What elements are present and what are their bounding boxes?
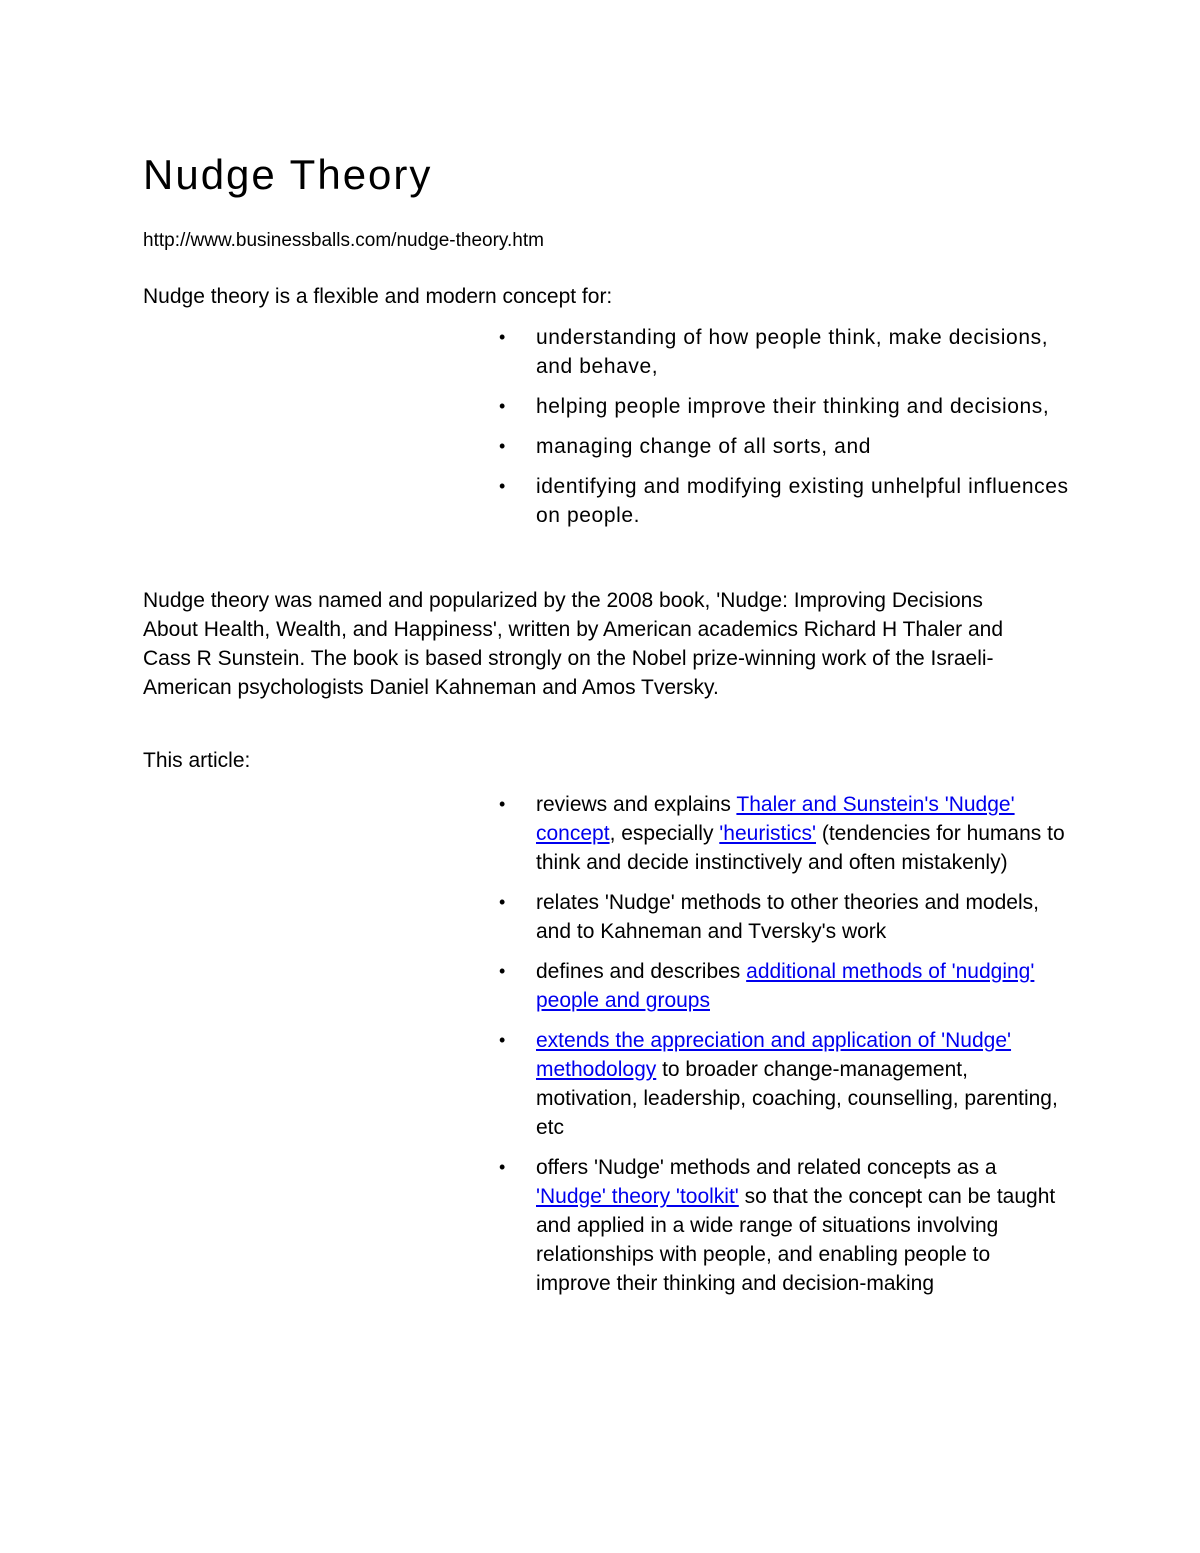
link-nudge-concept[interactable]: Thaler and Sunstein's 'Nudge' concept xyxy=(536,793,1015,845)
bullet-icon: • xyxy=(499,327,506,347)
list-item xyxy=(495,323,1075,381)
link-heuristics[interactable]: 'heuristics' xyxy=(719,822,816,845)
list-item xyxy=(495,432,1075,461)
link-extends-methodology[interactable]: extends the appreciation and application of 'Nudge' methodology xyxy=(536,1029,1012,1081)
list-item-text-mid: , especially xyxy=(609,822,720,845)
history-paragraph: Nudge theory was named and popularized by the 2008 book, 'Nudge: Improving Decisions About Health, Wealth, and Happiness', written by American academics Richard H Thaler and Cass R Sunstein. The book is based strongly on the Nobel prize-winning work of the Israeli-American psychologists Daniel Kahneman and Amos Tversky. xyxy=(143,589,1004,699)
list-item xyxy=(495,1153,1065,1298)
list-item-text: understanding of how people think, make decisions, and behave, xyxy=(536,326,1049,378)
article-lead: This article: xyxy=(143,749,251,772)
list-item xyxy=(495,790,1065,877)
bullet-icon: • xyxy=(499,892,506,912)
source-url: http://www.businessballs.com/nudge-theory.htm xyxy=(143,230,544,251)
list-item-text: helping people improve their thinking and decisions, xyxy=(536,395,1050,418)
list-item-text-post: (tendencies for humans to think and decide instinctively and often mistakenly) xyxy=(536,822,1065,874)
bullet-icon: • xyxy=(499,396,506,416)
list-item xyxy=(495,1026,1065,1142)
list-item-text: identifying and modifying existing unhelpful influences on people. xyxy=(536,475,1069,527)
list-item-text-pre: reviews and explains xyxy=(536,793,737,816)
bullet-icon: • xyxy=(499,794,506,814)
list-item xyxy=(495,472,1075,530)
list-item xyxy=(495,957,1065,1015)
list-item xyxy=(495,392,1075,421)
intro-paragraph: Nudge theory is a flexible and modern concept for: xyxy=(143,285,613,308)
bullet-icon: • xyxy=(499,961,506,981)
bullet-icon: • xyxy=(499,476,506,496)
list-item-text-pre: offers 'Nudge' methods and related concepts as a xyxy=(536,1156,997,1179)
list-item xyxy=(495,888,1065,946)
list-item-text: relates 'Nudge' methods to other theories and models, and to Kahneman and Tversky's work xyxy=(536,891,1039,943)
list-item-text-pre: defines and describes xyxy=(536,960,747,983)
list-item-text: managing change of all sorts, and xyxy=(536,435,872,458)
concept-list xyxy=(495,323,1075,541)
bullet-icon: • xyxy=(499,1157,506,1177)
page-title: Nudge Theory xyxy=(143,151,433,198)
article-list xyxy=(495,790,1065,1309)
link-additional-methods[interactable]: additional methods of 'nudging' people and groups xyxy=(536,960,1035,1012)
bullet-icon: • xyxy=(499,436,506,456)
list-item-text-post: to broader change-management, motivation, leadership, coaching, counselling, parenting, etc xyxy=(536,1058,1058,1139)
link-nudge-toolkit[interactable]: 'Nudge' theory 'toolkit' xyxy=(536,1185,739,1208)
list-item-text-post: so that the concept can be taught and applied in a wide range of situations involving relationships with people, and enabling people to improve their thinking and decision-making xyxy=(536,1185,1056,1295)
bullet-icon: • xyxy=(499,1030,506,1050)
